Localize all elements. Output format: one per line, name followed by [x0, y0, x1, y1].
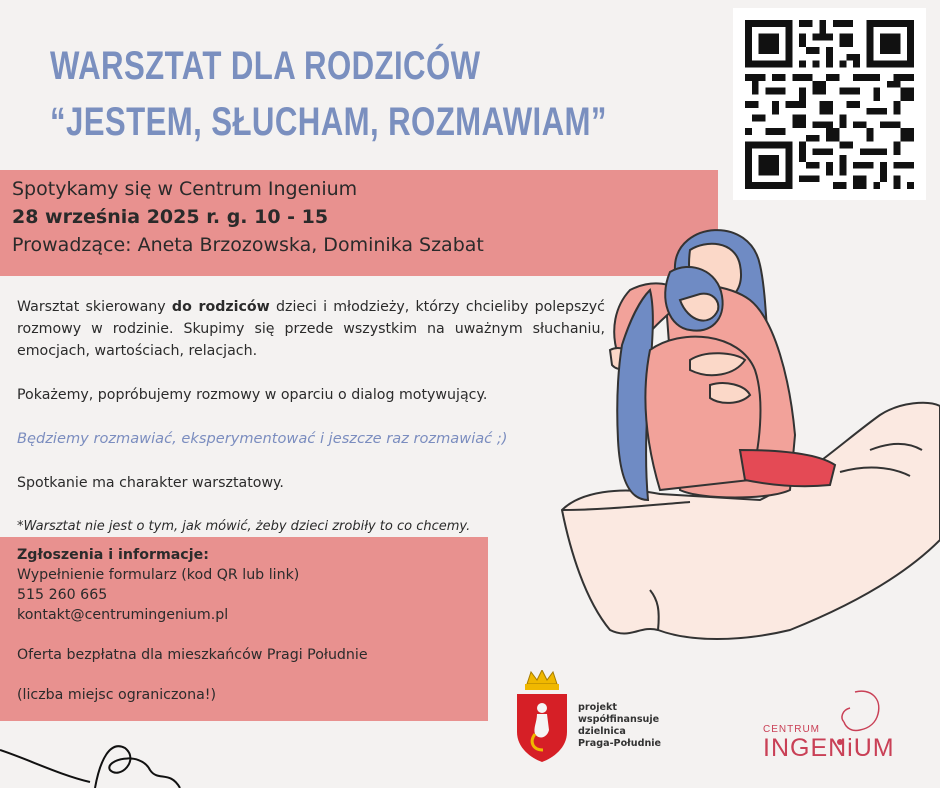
event-place: Spotykamy się w Centrum Ingenium [12, 178, 358, 200]
contact-form-link[interactable]: Wypełnienie formularz (kod QR lub link) [17, 567, 300, 583]
description-para-4: Spotkanie ma charakter warsztatowy. [17, 475, 284, 491]
page-title [50, 38, 607, 150]
project-line-2: współfinansuje [578, 714, 660, 725]
contact-email[interactable]: kontakt@centrumingenium.pl [17, 607, 229, 623]
project-cofinanced-text [578, 702, 661, 750]
description-para-3: Będziemy rozmawiać, eksperymentować i jeszcze raz rozmawiać ;) [17, 430, 508, 447]
project-line-3: dzielnica [578, 726, 626, 737]
contact-offer: Oferta bezpłatna dla mieszkańców Pragi Południe [17, 647, 368, 663]
hand-family-illustration [540, 210, 940, 670]
title-line-2: “JESTEM, SŁUCHAM, ROZMAWIAM” [50, 100, 607, 144]
description-note: *Warsztat nie jest o tym, jak mówić, żeby dzieci zrobiły to co chcemy. [17, 519, 471, 534]
description-para-1 [17, 296, 605, 362]
decorative-scribble-icon [0, 730, 240, 788]
contact-box [0, 537, 488, 721]
ingenium-small-text: CENTRUM [763, 724, 820, 735]
para1-bold: do rodziców [171, 299, 270, 315]
qr-code-icon[interactable] [733, 8, 926, 200]
project-line-4: Praga-Południe [578, 738, 662, 749]
project-line-1: projekt [578, 702, 617, 713]
title-line-1: WARSZTAT DLA RODZICÓW [50, 44, 481, 88]
ingenium-big-text: INGENiUM [763, 734, 895, 762]
description [17, 296, 605, 538]
para1-text-end: dzieci i młodzieży, którzy chcieliby polepszyć rozmowy w rodzinie. Skupimy się przede wszystkim na uważnym słuchaniu, emocjach, wartościach, relacjach. [17, 299, 605, 359]
para1-text-start: Warsztat skierowany [17, 299, 172, 315]
warsaw-coat-of-arms-icon [513, 670, 571, 762]
event-date-time: 28 września 2025 r. g. 10 - 15 [12, 206, 329, 228]
description-para-2: Pokażemy, popróbujemy rozmowy w oparciu o dialog motywujący. [17, 387, 488, 403]
event-hosts: Prowadzące: Aneta Brzozowska, Dominika Szabat [12, 234, 484, 256]
contact-limit: (liczba miejsc ograniczona!) [17, 687, 216, 703]
qr-code-graphic [745, 20, 914, 189]
contact-phone[interactable]: 515 260 665 [17, 587, 108, 603]
contact-heading: Zgłoszenia i informacje: [17, 547, 209, 563]
